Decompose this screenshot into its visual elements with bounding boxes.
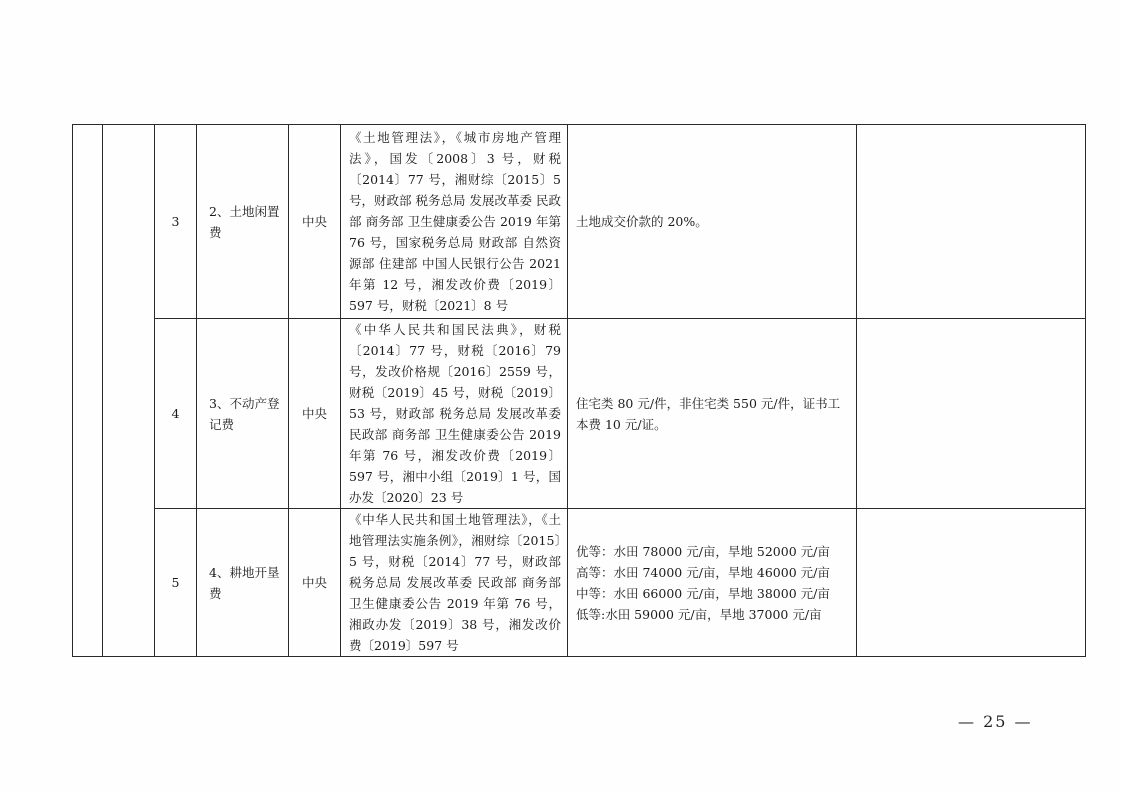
legal-basis: 《中华人民共和国土地管理法》，《土地管理法实施条例》，湘财综〔2015〕5 号，财税〔2014〕77 号，财政部 税务总局 发展改革委 民政部 商务部 卫生健康委公告 2019 年第 76 号，湘政办发〔2019〕38 号，湘发改价费〔2019〕597 号 [341,509,568,657]
row-index: 4 [155,319,197,509]
fee-level: 中央 [289,125,341,319]
page-number: — 25 — [958,712,1033,731]
fee-level: 中央 [289,319,341,509]
fee-standard: 优等：水田 78000 元/亩，旱地 52000 元/亩 高等：水田 74000 元/亩，旱地 46000 元/亩 中等：水田 66000 元/亩，旱地 38000 元/亩 低等:水田 59000 元/亩，旱地 37000 元/亩 [568,509,857,657]
fee-table [72,124,1086,657]
remarks-cell [857,319,1086,509]
table-row [73,125,1086,319]
fee-standard: 住宅类 80 元/件，非住宅类 550 元/件，证书工本费 10 元/证。 [568,319,857,509]
row-index: 3 [155,125,197,319]
row-index: 5 [155,509,197,657]
blank-cell-b [103,125,155,657]
remarks-cell [857,509,1086,657]
fee-level: 中央 [289,509,341,657]
fee-name: 4、耕地开垦费 [197,509,289,657]
table-row [73,509,1086,657]
blank-cell-a [73,125,103,657]
legal-basis: 《土地管理法》，《城市房地产管理法》，国发〔2008〕3 号，财税〔2014〕77 号，湘财综〔2015〕5 号，财政部 税务总局 发展改革委 民政部 商务部 卫生健康委公告 2019 年第 76 号，国家税务总局 财政部 自然资源部 住建部 中国人民银行公告 2021 年第 12 号，湘发改价费〔2019〕597 号，财税〔2021〕8 号 [341,125,568,319]
table-row [73,319,1086,509]
fee-name: 2、土地闲置费 [197,125,289,319]
fee-standard: 土地成交价款的 20%。 [568,125,857,319]
legal-basis: 《中华人民共和国民法典》，财税〔2014〕77 号，财税〔2016〕79 号，发改价格规〔2016〕2559 号，财税〔2019〕45 号，财税〔2019〕53 号，财政部 税务总局 发展改革委 民政部 商务部 卫生健康委公告 2019 年第 76 号，湘发改价费〔2019〕597 号，湘中小组〔2019〕1 号，国办发〔2020〕23 号 [341,319,568,509]
remarks-cell [857,125,1086,319]
fee-name: 3、不动产登记费 [197,319,289,509]
